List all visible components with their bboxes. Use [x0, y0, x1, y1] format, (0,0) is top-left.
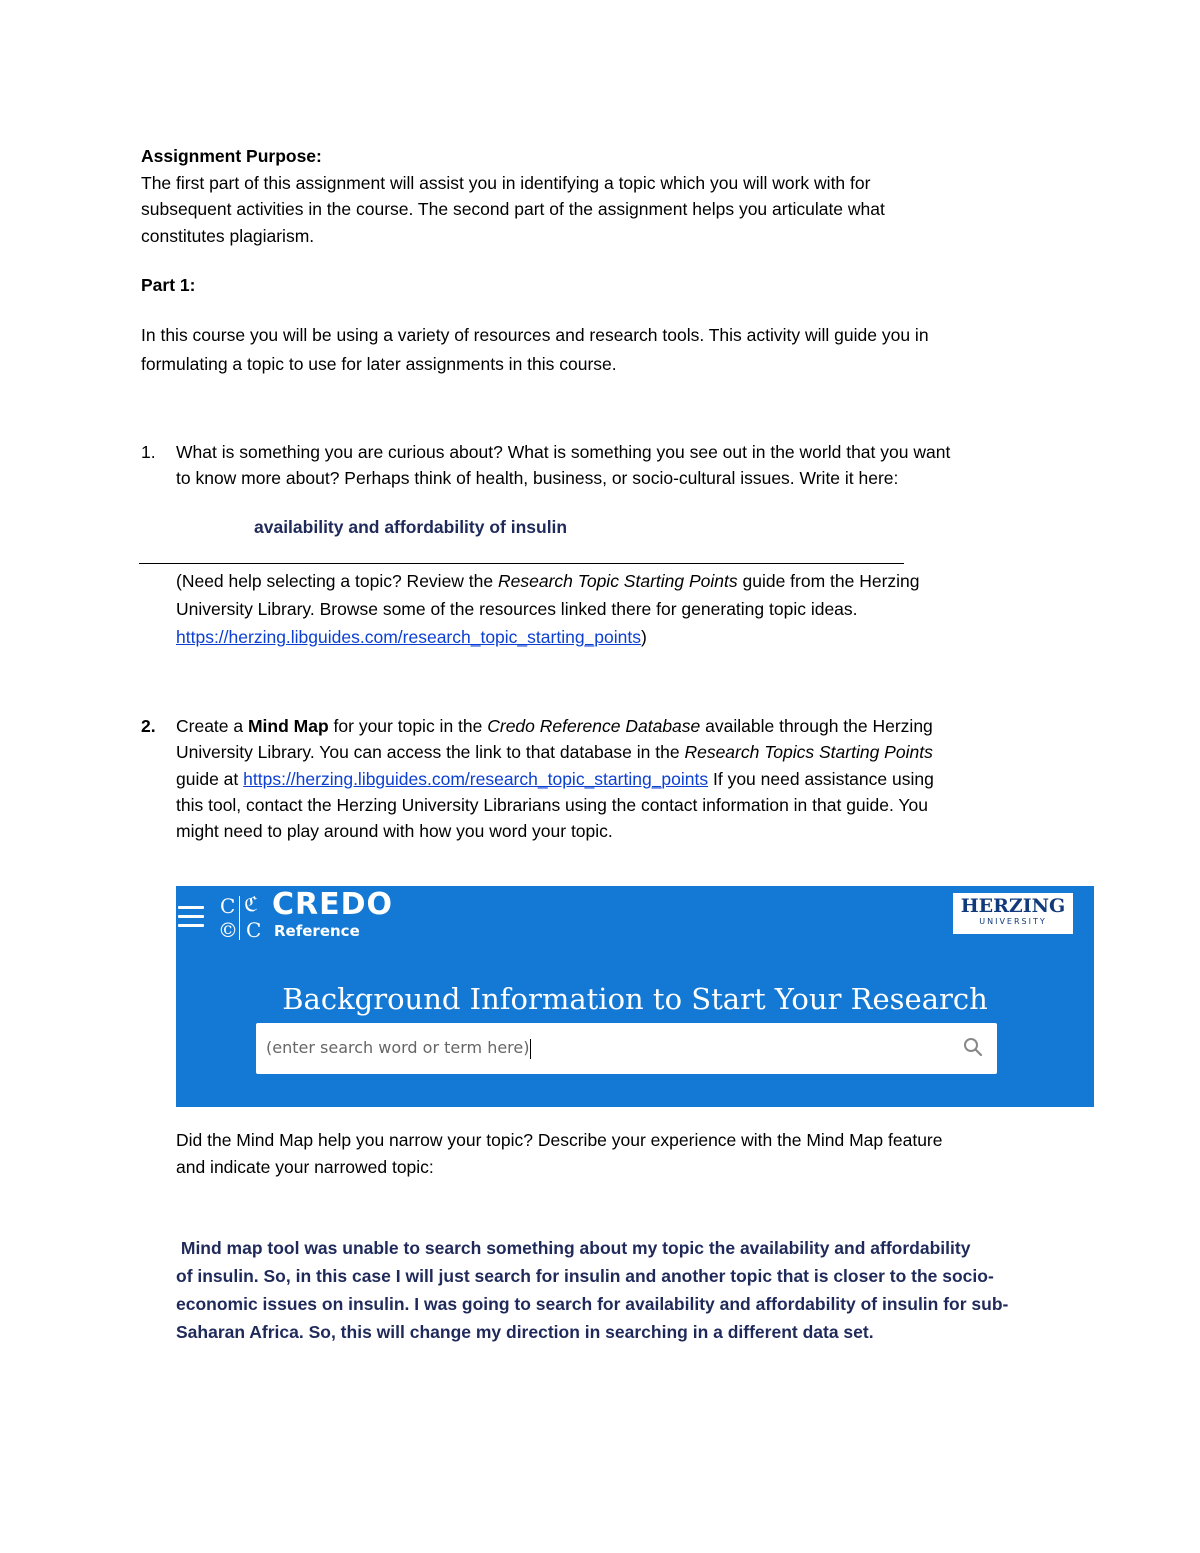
question-2-line [176, 713, 933, 739]
mindmap-answer-line: Saharan Africa. So, this will change my direction in searching in a different data set. [176, 1322, 874, 1342]
mindmap-answer-line: Mind map tool was unable to search something about my topic the availability and affordability [176, 1238, 971, 1258]
assignment-purpose-heading: Assignment Purpose: [141, 146, 322, 166]
herzing-logo-subtext: UNIVERSITY [979, 917, 1047, 926]
help-text: (Need help selecting a topic? Review the [176, 571, 498, 591]
question-2-line [176, 739, 933, 765]
question-2-number: 2. [141, 716, 156, 736]
banner-title: Background Information to Start Your Research [282, 982, 988, 1016]
q2-text: guide at [176, 769, 244, 789]
question-2-line: might need to play around with how you word your topic. [176, 821, 613, 841]
topic-guide-link[interactable]: https://herzing.libguides.com/research_topic_starting_points [243, 769, 709, 789]
purpose-line: constitutes plagiarism. [141, 226, 315, 246]
question-1-answer: availability and affordability of insulin [254, 517, 568, 537]
credo-logo-icon: C ℭ © C [218, 892, 262, 942]
help-line-3 [176, 624, 647, 650]
q2-text: available through the Herzing [700, 716, 933, 736]
intro-line: formulating a topic to use for later assignments in this course. [141, 354, 617, 374]
mindmap-question-line: and indicate your narrowed topic: [176, 1157, 434, 1177]
mindmap-answer-line: of insulin. So, in this case I will just search for insulin and another topic that is closer to the socio- [176, 1266, 994, 1286]
intro-line: In this course you will be using a variety of resources and research tools. This activity will guide you in [141, 325, 929, 345]
help-line-1 [176, 568, 920, 594]
q2-text: Create a [176, 716, 248, 736]
help-line-2: University Library. Browse some of the resources linked there for generating topic ideas. [176, 599, 858, 619]
help-text: guide from the Herzing [737, 571, 920, 591]
mindmap-question-line: Did the Mind Map help you narrow your topic? Describe your experience with the Mind Map feature [176, 1130, 943, 1150]
purpose-line: The first part of this assignment will assist you in identifying a topic which you will work with for [141, 173, 871, 193]
search-placeholder [266, 1037, 531, 1059]
hamburger-menu-icon[interactable] [178, 906, 204, 928]
question-2-line [176, 766, 934, 792]
herzing-logo [953, 893, 1073, 934]
search-placeholder-text: (enter search word or term here) [266, 1038, 530, 1057]
question-1-line: to know more about? Perhaps think of health, business, or socio-cultural issues. Write it here: [176, 468, 899, 488]
purpose-line: subsequent activities in the course. The second part of the assignment helps you articulate what [141, 199, 885, 219]
herzing-logo-text: HERZING [960, 895, 1066, 917]
credo-banner [176, 886, 1094, 1107]
search-input[interactable] [256, 1023, 997, 1074]
search-icon[interactable] [963, 1037, 983, 1057]
question-1-number: 1. [141, 442, 156, 462]
q2-text: If you need assistance using [708, 769, 934, 789]
question-2-line: this tool, contact the Herzing University Librarians using the contact information in that guide. You [176, 795, 928, 815]
topic-guide-link[interactable]: https://herzing.libguides.com/research_topic_starting_points [176, 627, 641, 647]
mind-map-term: Mind Map [247, 716, 329, 736]
guide-title: Research Topic Starting Points [498, 571, 738, 591]
mindmap-answer-line: economic issues on insulin. I was going to search for availability and affordability of insulin for sub- [176, 1294, 1009, 1314]
database-name: Credo Reference Database [487, 716, 701, 736]
help-close-paren: ) [640, 627, 647, 647]
q2-text: for your topic in the [328, 716, 488, 736]
question-1-line: What is something you are curious about? What is something you see out in the world that you want [176, 442, 951, 462]
guide-title: Research Topics Starting Points [684, 742, 933, 762]
q2-text: University Library. You can access the link to that database in the [176, 742, 685, 762]
answer-underline [139, 563, 904, 564]
part1-heading: Part 1: [141, 275, 196, 295]
credo-logo-text: CREDO [272, 887, 394, 922]
credo-logo-subtitle: Reference [274, 922, 360, 940]
